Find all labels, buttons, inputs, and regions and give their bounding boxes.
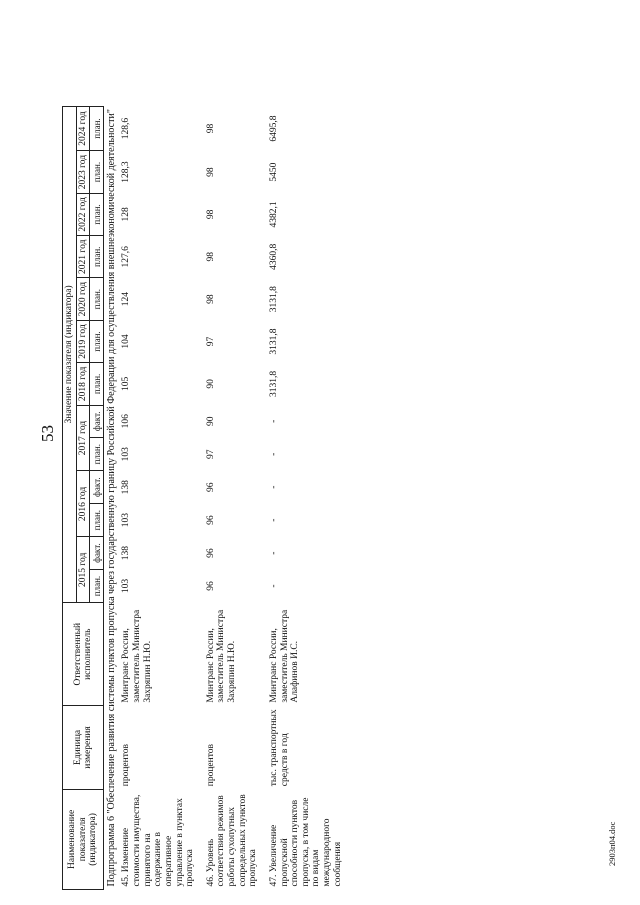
- header-plan: план.: [90, 151, 104, 193]
- value-2019-plan: 97: [205, 336, 216, 347]
- header-plan: план.: [90, 320, 104, 362]
- header-year-2018: 2018 год: [76, 363, 90, 405]
- header-year-2020: 2020 год: [76, 278, 90, 320]
- value-2016-plan: -: [268, 518, 279, 522]
- value-2017-fact: 106: [121, 414, 132, 429]
- row-unit: процентов: [205, 744, 216, 787]
- value-2015-fact: -: [268, 551, 279, 555]
- header-indicator-value: Значение показателя (индикатора): [63, 106, 77, 603]
- value-2016-fact: -: [268, 485, 279, 489]
- value-2024-plan: 6495,8: [268, 115, 279, 142]
- value-2019-plan: 104: [121, 334, 132, 349]
- header-year-2016: 2016 год: [76, 471, 90, 537]
- value-2023-plan: 128,3: [121, 161, 132, 183]
- header-year-2017: 2017 год: [76, 405, 90, 471]
- header-year-2024: 2024 год: [76, 106, 90, 151]
- value-2016-fact: 96: [205, 482, 216, 492]
- value-2015-plan: -: [268, 584, 279, 588]
- value-2021-plan: 98: [205, 252, 216, 262]
- section-title: Подпрограмма 6 "Обеспечение развития системы пунктов пропуска через государственную границу Российской Федерации для осуществления внешнеэкономической деятельности": [106, 109, 118, 887]
- header-plan: план.: [90, 438, 104, 471]
- indicator-table: [62, 106, 345, 890]
- value-2017-fact: 90: [205, 416, 216, 427]
- table-row: [204, 106, 261, 889]
- header-plan: план.: [90, 106, 104, 151]
- value-2024-plan: 128,6: [121, 117, 132, 140]
- row-responsible: Минтранс России, заместитель Министра Алафинов И.С.: [268, 609, 301, 703]
- header-year-2022: 2022 год: [76, 193, 90, 235]
- value-2017-plan: 103: [121, 447, 132, 462]
- value-2017-plan: -: [268, 452, 279, 456]
- value-2015-fact: 96: [205, 548, 216, 558]
- value-2022-plan: 128: [121, 207, 132, 222]
- value-2021-plan: 127,6: [121, 246, 132, 268]
- value-2020-plan: 98: [205, 294, 216, 304]
- value-2015-fact: 138: [121, 545, 132, 561]
- header-year-2019: 2019 год: [76, 320, 90, 362]
- value-2015-plan: 103: [121, 578, 132, 594]
- value-2023-plan: 5450: [268, 162, 279, 182]
- value-2022-plan: 4382,1: [268, 201, 279, 228]
- header-plan: план.: [90, 569, 104, 602]
- value-2019-plan: 3131,8: [268, 328, 279, 355]
- value-2020-plan: 3131,8: [268, 286, 279, 313]
- value-2021-plan: 4360,8: [268, 243, 279, 270]
- rotated-table-page: [62, 20, 592, 890]
- header-fact: факт.: [90, 537, 104, 569]
- value-2018-plan: 105: [121, 376, 132, 391]
- header-plan: план.: [90, 503, 104, 536]
- value-2022-plan: 98: [205, 209, 216, 220]
- header-plan: план.: [90, 363, 104, 405]
- value-2016-plan: 103: [121, 513, 132, 528]
- page-number: 53: [38, 425, 57, 442]
- header-year-2015: 2015 год: [76, 537, 90, 603]
- row-name: 45. Изменение стоимости имущества, принятого на содержание в оперативное управление в пунктах пропуска: [121, 794, 196, 887]
- value-2020-plan: 124: [121, 292, 132, 307]
- value-2017-plan: 97: [205, 449, 216, 459]
- header-year-2021: 2021 год: [76, 236, 90, 278]
- row-responsible: Минтранс России, заместитель Министра Захряпин Н.Ю.: [205, 609, 238, 703]
- value-2016-fact: 138: [121, 480, 132, 495]
- header-year-2023: 2023 год: [76, 151, 90, 193]
- header-plan: план.: [90, 236, 104, 278]
- row-name: 47. Увеличение пропускной способности пунктов пропуска, в том числе по видам международного сообщения: [268, 797, 343, 887]
- value-2018-plan: 3131,8: [268, 370, 279, 397]
- value-2015-plan: 96: [205, 581, 216, 591]
- table-row: [119, 106, 197, 889]
- header-name: Наименование показателя (индикатора): [63, 789, 104, 889]
- header-responsible: Ответственный исполнитель: [63, 603, 104, 706]
- row-unit: тыс. транспортных средств в год: [268, 709, 290, 787]
- header-plan: план.: [90, 278, 104, 320]
- value-2023-plan: 98: [205, 167, 216, 177]
- value-2018-plan: 90: [205, 379, 216, 389]
- row-name: 46. Уровень соответствия режимов работы сухопутных сопредельных пунктов пропуска: [205, 794, 259, 887]
- footer-filename: 2903п04.doc: [607, 821, 617, 866]
- value-2024-plan: 98: [205, 123, 216, 134]
- row-unit: процентов: [121, 744, 132, 787]
- header-plan: план.: [90, 193, 104, 235]
- value-2016-plan: 96: [205, 515, 216, 525]
- header-fact: факт.: [90, 471, 104, 503]
- table-row: [267, 106, 345, 889]
- header-unit: Единица измерения: [63, 706, 104, 790]
- header-fact: факт.: [90, 405, 104, 437]
- value-2017-fact: -: [268, 419, 279, 423]
- row-responsible: Минтранс России, заместитель Министра Захряпин Н.Ю.: [121, 609, 153, 703]
